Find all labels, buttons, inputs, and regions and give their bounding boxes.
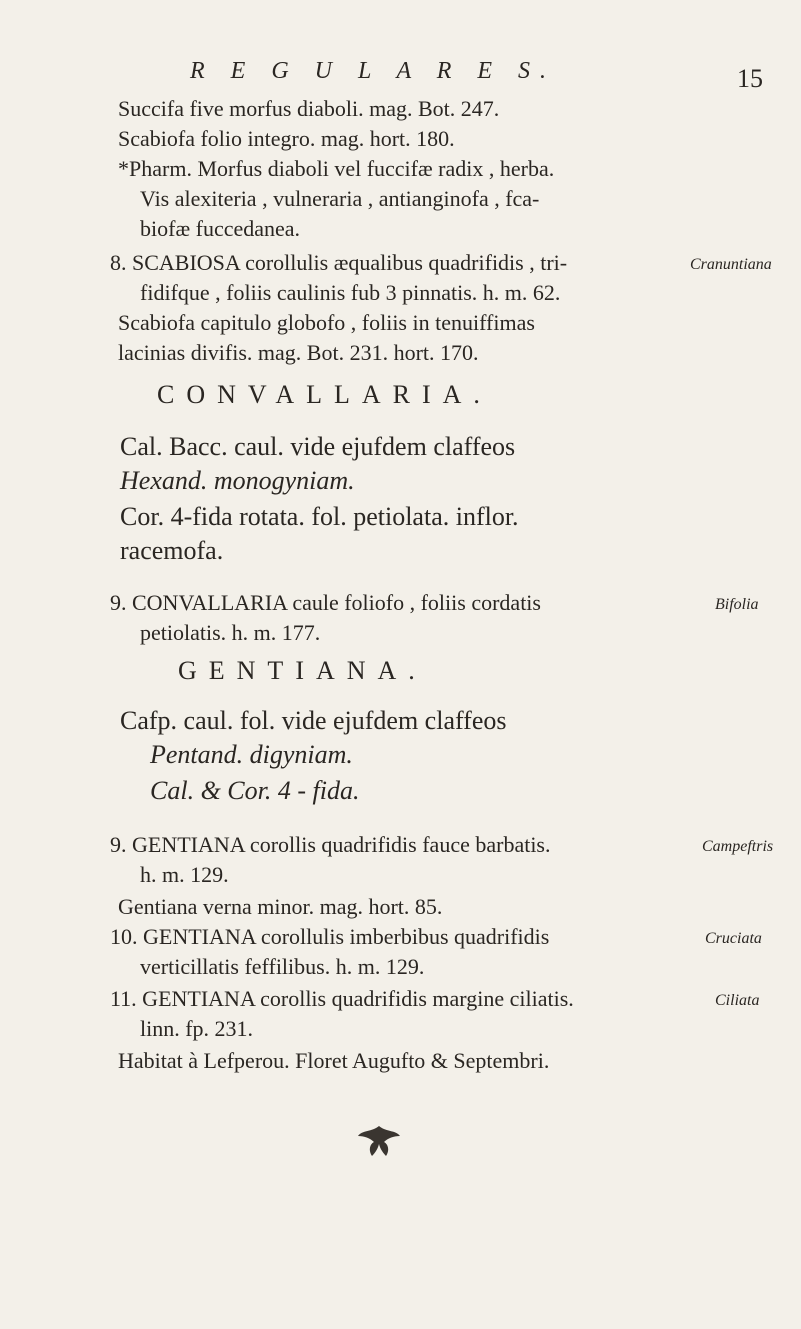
page-number: 15 (737, 64, 763, 93)
text-line: racemofa. (120, 536, 224, 565)
margin-note: Campeftris (702, 838, 774, 855)
margin-note: Ciliata (715, 992, 760, 1009)
text-line: 10. GENTIANA corollulis imberbibus quadrifidis (110, 924, 550, 949)
text-line: fidifque , foliis caulinis fub 3 pinnatis. h. m. 62. (140, 280, 561, 305)
text-line: Cal. & Cor. 4 - fida. (150, 776, 360, 805)
text-line: 9. GENTIANA corollis quadrifidis fauce barbatis. (110, 832, 551, 857)
text-line: Habitat à Lefperou. Floret Augufto & Septembri. (118, 1048, 550, 1073)
text-line: Gentiana verna minor. mag. hort. 85. (118, 894, 443, 919)
margin-note: Bifolia (715, 596, 759, 613)
fleuron-ornament-icon (354, 1122, 404, 1170)
text-line: Pentand. digyniam. (150, 740, 353, 769)
text-line: linn. fp. 231. (140, 1016, 254, 1041)
text-line: 9. CONVALLARIA caule foliofo , foliis cordatis (110, 590, 541, 615)
text-line: Succifa five morfus diaboli. mag. Bot. 247. (118, 96, 500, 121)
text-line: Scabiofa folio integro. mag. hort. 180. (118, 126, 455, 151)
text-line: lacinias divifis. mag. Bot. 231. hort. 170. (118, 340, 479, 365)
text-line: biofæ fuccedanea. (140, 216, 301, 241)
text-line: petiolatis. h. m. 177. (140, 620, 321, 645)
running-head: R E G U L A R E S. (190, 58, 557, 84)
text-line: Cal. Bacc. caul. vide ejufdem claffeos (120, 432, 516, 461)
text-line: Vis alexiteria , vulneraria , antianginofa , fca- (140, 186, 540, 211)
text-line: 11. GENTIANA corollis quadrifidis margine ciliatis. (110, 986, 574, 1011)
text-line: *Pharm. Morfus diaboli vel fuccifæ radix , herba. (118, 156, 555, 181)
text-line: Hexand. monogyniam. (120, 466, 355, 495)
margin-note: Cruciata (705, 930, 762, 947)
text-line: h. m. 129. (140, 862, 229, 887)
text-line: verticillatis feffilibus. h. m. 129. (140, 954, 425, 979)
text-line: Scabiofa capitulo globofo , foliis in tenuiffimas (118, 310, 535, 335)
text-line: Cafp. caul. fol. vide ejufdem claffeos (120, 706, 507, 735)
margin-note: Cranuntiana (690, 256, 772, 273)
text-line: Cor. 4-fida rotata. fol. petiolata. inflor. (120, 502, 519, 531)
heading-convallaria: CONVALLARIA. (157, 380, 492, 409)
heading-gentiana: GENTIANA. (178, 656, 427, 685)
text-line: 8. SCABIOSA corollulis æqualibus quadrifidis , tri- (110, 250, 568, 275)
